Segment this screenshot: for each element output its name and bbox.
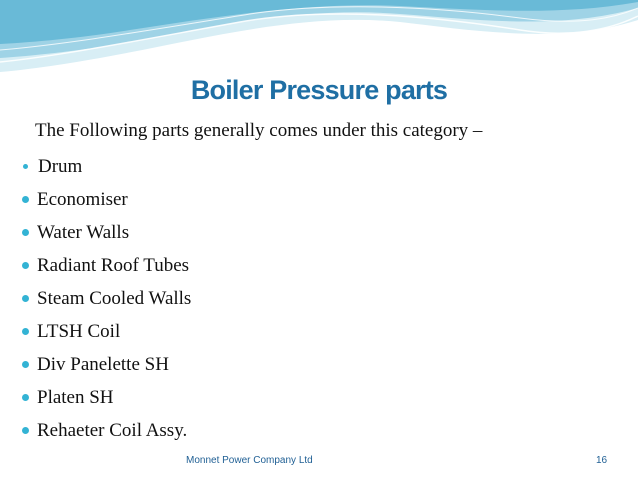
bullet-icon: [22, 295, 29, 302]
bullet-icon: [22, 328, 29, 335]
list-item-label: Div Panelette SH: [37, 353, 169, 375]
list-item: [20, 216, 191, 249]
bullet-icon: [23, 164, 28, 169]
bullet-icon: [22, 196, 29, 203]
bullet-icon: [22, 427, 29, 434]
list-item-label: Radiant Roof Tubes: [37, 254, 190, 276]
bullet-list: [20, 150, 191, 447]
intro-text: The Following parts generally comes under this category –: [35, 120, 483, 141]
list-item-label: Economiser: [37, 188, 128, 210]
list-item-label: Rehaeter Coil Assy.: [37, 419, 188, 441]
page-number: 16: [596, 455, 608, 466]
list-item: [20, 348, 191, 381]
bullet-icon: [22, 394, 29, 401]
list-item: [20, 150, 191, 183]
list-item-label: Platen SH: [37, 386, 114, 408]
slide-title: Boiler Pressure parts: [190, 75, 448, 105]
list-item: [20, 315, 191, 348]
list-item-label: LTSH Coil: [37, 320, 121, 342]
list-item: [20, 183, 191, 216]
bullet-icon: [22, 229, 29, 236]
footer-company: Monnet Power Company Ltd: [186, 455, 313, 466]
bullet-icon: [22, 361, 29, 368]
list-item: [20, 414, 191, 447]
header-wave-decoration: [0, 0, 638, 80]
list-item: [20, 282, 191, 315]
list-item: [20, 381, 191, 414]
list-item-label: Water Walls: [37, 221, 130, 243]
list-item: [20, 249, 191, 282]
list-item-label: Drum: [38, 155, 83, 177]
list-item-label: Steam Cooled Walls: [37, 287, 192, 309]
bullet-icon: [22, 262, 29, 269]
